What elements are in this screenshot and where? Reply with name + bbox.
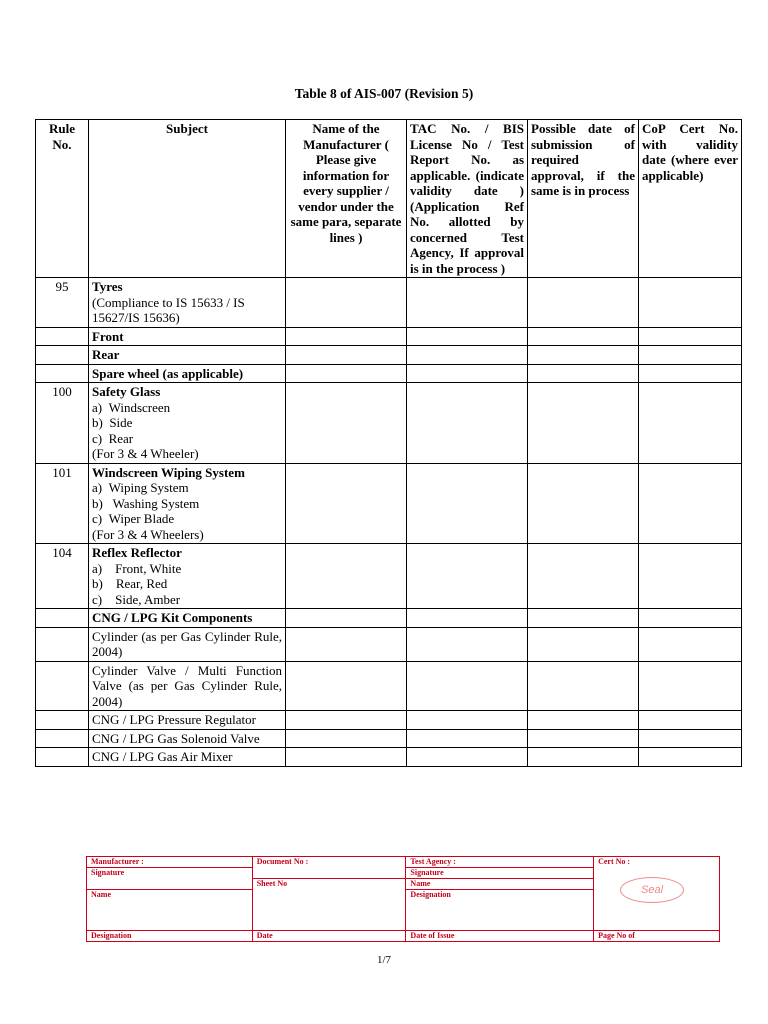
rule-number: 104 bbox=[36, 544, 89, 609]
table-row bbox=[36, 609, 742, 628]
footer-manufacturer: Manufacturer : bbox=[87, 857, 253, 868]
subject-cell bbox=[89, 463, 286, 544]
header-tac-no: TAC No. / BIS License No / Test Report No. as applicable. (indicate validity date ) (Application Ref No. allotted by concerned Test Agency, If approval is in the process ) bbox=[407, 120, 528, 278]
header-manufacturer: Name of the Manufacturer ( Please give information for every supplier / vendor under the same para, separate lines ) bbox=[286, 120, 407, 278]
table-row bbox=[36, 327, 742, 346]
table-row bbox=[36, 661, 742, 711]
header-possible-date: Possible date of submission of required approval, if the same is in process bbox=[528, 120, 639, 278]
header-subject: Subject bbox=[89, 120, 286, 278]
header-rule-no: Rule No. bbox=[36, 120, 89, 278]
subject-heading: CNG / LPG Kit Components bbox=[89, 609, 286, 628]
footer-date-of-issue: Date of Issue bbox=[406, 931, 594, 942]
subject-item: b) Side bbox=[92, 415, 133, 430]
footer-signature: Signature bbox=[87, 868, 253, 890]
manufacturer-cell[interactable] bbox=[286, 278, 407, 328]
footer-signature: Signature bbox=[406, 868, 594, 879]
subject-cell: Rear bbox=[89, 346, 286, 365]
rule-number: 101 bbox=[36, 463, 89, 544]
table-header-row bbox=[36, 120, 742, 278]
table-row bbox=[36, 364, 742, 383]
footer-signature-block bbox=[86, 856, 720, 942]
footer-designation: Designation bbox=[87, 931, 253, 942]
table-row bbox=[36, 748, 742, 767]
table-row bbox=[36, 278, 742, 328]
subject-note: (Compliance to IS 15633 / IS 15627/IS 15636) bbox=[92, 294, 245, 325]
footer-name: Name bbox=[87, 890, 253, 931]
subject-note: (For 3 & 4 Wheeler) bbox=[92, 446, 199, 461]
subject-cell: CNG / LPG Pressure Regulator bbox=[89, 711, 286, 730]
subject-cell: Spare wheel (as applicable) bbox=[89, 364, 286, 383]
footer-cert-cell bbox=[594, 857, 720, 931]
subject-item: c) Side, Amber bbox=[92, 591, 181, 607]
footer-test-agency: Test Agency : bbox=[406, 857, 594, 868]
subject-cell bbox=[89, 383, 286, 464]
seal-stamp: Seal bbox=[620, 877, 684, 903]
cop-cell[interactable] bbox=[639, 278, 742, 328]
subject-cell: Cylinder (as per Gas Cylinder Rule, 2004) bbox=[89, 627, 286, 661]
table-row bbox=[36, 627, 742, 661]
page-number: 1/7 bbox=[376, 954, 392, 966]
footer-date: Date bbox=[252, 931, 406, 942]
subject-item: b) Rear, Red bbox=[92, 576, 168, 591]
subject-heading: Tyres bbox=[92, 279, 123, 294]
subject-item: a) Wiping System bbox=[92, 480, 189, 495]
subject-item: c) Wiper Blade bbox=[92, 511, 175, 526]
table-row bbox=[36, 711, 742, 730]
header-cop-cert: CoP Cert No. with validity date (where ever applicable) bbox=[639, 120, 742, 278]
page-title: Table 8 of AIS-007 (Revision 5) bbox=[294, 86, 474, 101]
rule-number: 95 bbox=[36, 278, 89, 328]
subject-cell: Front bbox=[89, 327, 286, 346]
subject-cell bbox=[89, 544, 286, 609]
component-table bbox=[35, 119, 742, 767]
subject-heading: Windscreen Wiping System bbox=[92, 464, 245, 480]
footer-document-no: Document No : bbox=[252, 857, 406, 879]
footer-designation: Designation bbox=[406, 890, 594, 931]
table-row bbox=[36, 729, 742, 748]
table-row bbox=[36, 383, 742, 464]
tac-cell[interactable] bbox=[407, 278, 528, 328]
subject-item: b) Washing System bbox=[92, 495, 200, 511]
subject-note: (For 3 & 4 Wheelers) bbox=[92, 526, 204, 542]
subject-item: a) Front, White bbox=[92, 560, 182, 576]
subject-cell: Cylinder Valve / Multi Function Valve (as per Gas Cylinder Rule, 2004) bbox=[89, 661, 286, 711]
rule-number: 100 bbox=[36, 383, 89, 464]
subject-heading: Safety Glass bbox=[92, 384, 161, 399]
footer-cert-no: Cert No : bbox=[598, 857, 631, 866]
subject-item: a) Windscreen bbox=[92, 399, 171, 415]
subject-heading: Reflex Reflector bbox=[92, 545, 182, 560]
footer-name: Name bbox=[406, 879, 594, 890]
subject-cell: CNG / LPG Gas Air Mixer bbox=[89, 748, 286, 767]
table-row bbox=[36, 544, 742, 609]
subject-cell: CNG / LPG Gas Solenoid Valve bbox=[89, 729, 286, 748]
subject-cell bbox=[89, 278, 286, 328]
possible-date-cell[interactable] bbox=[528, 278, 639, 328]
subject-item: c) Rear bbox=[92, 430, 134, 446]
footer-page-no: Page No of bbox=[594, 931, 720, 942]
footer-sheet-no: Sheet No bbox=[252, 879, 406, 931]
table-row bbox=[36, 346, 742, 365]
table-row bbox=[36, 463, 742, 544]
